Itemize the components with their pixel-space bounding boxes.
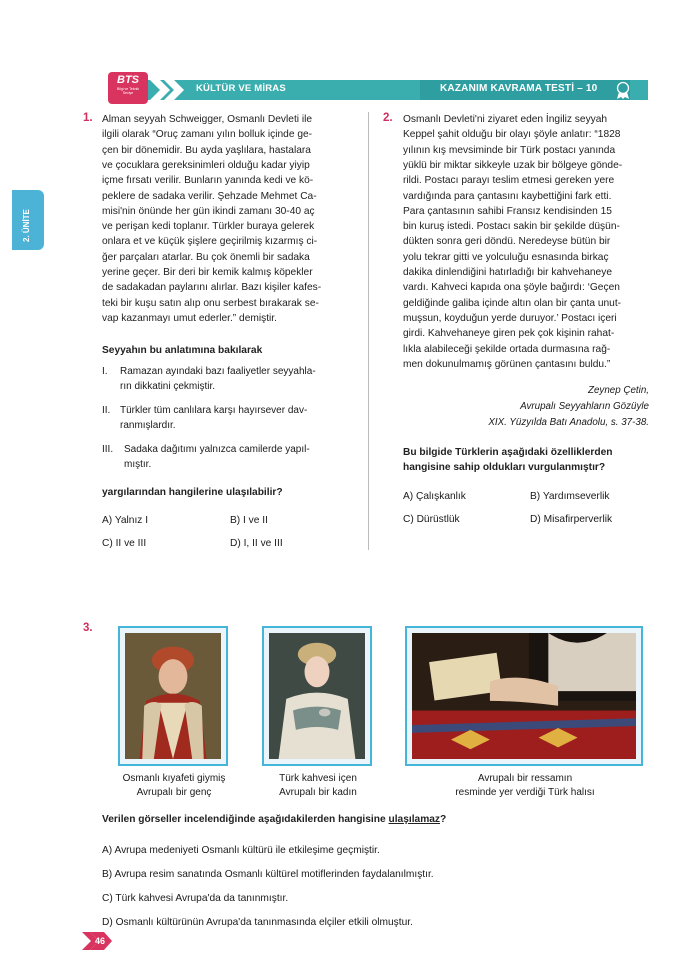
passage-line: Keppel şahit olduğu bir olayı şöyle anlatır: “1828: [403, 129, 621, 141]
passage-line: girdi. Kahvehaneye giren pek çok kişinin rahat-: [403, 328, 615, 340]
statement-number: II.: [102, 405, 111, 416]
caption-line: Avrupalı bir genç: [136, 787, 212, 798]
passage-line: ve perişan kedi toplanır. Türkler buraya gelerek: [102, 221, 315, 233]
q1-option-b[interactable]: B) I ve II: [230, 515, 268, 526]
statement-line: mıştır.: [124, 459, 152, 470]
passage-line: lıkla alabileceği şekilde ortada durmasına rağ-: [403, 343, 611, 355]
caption-2: [248, 772, 388, 800]
q2-source: [400, 385, 649, 435]
q2-option-d[interactable]: D) Misafirperverlik: [530, 514, 613, 525]
caption-3: [430, 772, 620, 800]
passage-line: dükten sonra geri döndü. Neredeyse bütün bir: [403, 236, 611, 248]
portrait-coffee-woman: [262, 626, 372, 766]
passage-line: men dokunulmamış görünen çantasını buldu.”: [403, 358, 611, 370]
passage-line: yerine geçer. Bir deri bir kemik kalmış köpekler: [102, 267, 313, 278]
painting-turkish-carpet: [405, 626, 643, 766]
passage-line: rildi. Postacı parayı teslim etmesi gereken yere: [403, 175, 615, 187]
passage-line: Alman seyyah Schweigger, Osmanlı Devleti ile: [102, 114, 313, 125]
q1-option-a[interactable]: A) Yalnız I: [102, 515, 149, 526]
test-title: KAZANIM KAVRAMA TESTİ – 10: [440, 83, 598, 94]
caption-1: [104, 772, 244, 800]
passage-line: içme fırsatı verilir. Bunların yanında kedi ve kö-: [102, 175, 314, 187]
logo-subtext: Seviye: [122, 91, 134, 95]
logo-subtext: Bilgi ve Teknik: [116, 87, 140, 91]
q3-question-mark: ?: [440, 814, 447, 825]
passage-line: yüklü bir miktar sikkeyle uzak bir bölgeye gönde-: [403, 159, 623, 171]
statement-line: Sadaka dağıtımı yalnızca camilerde yapıl-: [124, 444, 310, 455]
caption-line: Avrupalı bir kadın: [279, 787, 357, 798]
passage-line: vardığında para çantasını kaybettiğini fark etti.: [403, 190, 612, 202]
q3-question-emphasis: ulaşılamaz: [388, 814, 441, 825]
passage-line: ğer parçaları atarlar. Bu çok önemli bir sadaka: [102, 251, 310, 263]
q2-question-line: hangisine sahip oldukları vurgulanmıştır?: [403, 462, 606, 473]
q2-question-line: Bu bilgide Türklerin aşağıdaki özelliklerden: [403, 447, 613, 458]
q2-number: 2.: [383, 112, 393, 124]
q1-number: 1.: [83, 112, 93, 124]
source-line: Zeynep Çetin,: [588, 385, 649, 396]
q3-question: [102, 812, 642, 827]
passage-line: bin kuruş istedi. Postacı sakin bir şekilde düşün-: [403, 221, 620, 233]
passage-line: misi'nin önünde her gün ikindi zamanı 30-40 aç: [102, 205, 315, 217]
statement-number: I.: [102, 366, 108, 377]
portrait-woman-image: [269, 633, 365, 759]
passage-line: dakika dinlendiğini hatırladığı bir kahvehaneye: [403, 267, 612, 278]
unit-tab-label: 2. ÜNİTE: [22, 209, 31, 242]
caption-line: Türk kahvesi içen: [279, 773, 357, 784]
passage-line: onlara et ve küçük şişlere geçirilmiş kızarmış ci-: [102, 236, 318, 248]
passage-line: teki bir kuşu satın alıp onu serbest bırakarak se-: [102, 297, 319, 309]
passage-line: ilgili olarak “Oruç zamanı yılın bolluk içinde ge-: [102, 129, 313, 141]
source-line: XIX. Yüzyılda Batı Anadolu, s. 37-38.: [488, 417, 649, 428]
statement-number: III.: [102, 444, 114, 455]
header-chevrons-icon: [150, 80, 190, 100]
passage-line: vardı. Kahveci kapıda ona şöyle bağırdı: ‘Geçen: [403, 282, 620, 294]
q2-option-b[interactable]: B) Yardımseverlik: [530, 491, 610, 502]
award-icon: [612, 80, 634, 100]
passage-line: yolu tekrar gitti ve yolculuğu esnasında birkaç: [403, 251, 609, 263]
caption-line: resminde yer verdiği Türk halısı: [455, 787, 595, 798]
q3-option-a[interactable]: A) Avrupa medeniyeti Osmanlı kültürü ile etkileşime geçmiştir.: [102, 845, 380, 856]
passage-line: geldiğinde galiba içinde altın olan bir çanta unut-: [403, 297, 622, 309]
statement-line: rın dikkatini çekmiştir.: [120, 381, 216, 392]
statement-line: Ramazan ayındaki bazı faaliyetler seyyahla-: [120, 366, 316, 377]
passage-line: ve çocuklara gereksinimleri olduğu kadar yiyip: [102, 159, 310, 171]
q1-statement: [102, 404, 352, 434]
passage-line: de sadakadan paylarını alırlar. Bazı kişiler kafes-: [102, 282, 322, 294]
logo-text: BTS: [117, 74, 139, 86]
q1-option-d[interactable]: D) I, II ve III: [230, 538, 283, 549]
passage-line: muşsun, koyduğun yerde duruyor.’ Postacı içeri: [403, 312, 617, 324]
q1-lead: Seyyahın bu anlatımına bakılarak: [102, 345, 263, 356]
q3-option-b[interactable]: B) Avrupa resim sanatında Osmanlı kültürel motiflerinden faydalanılmıştır.: [102, 869, 434, 880]
q1-question: yargılarından hangilerine ulaşılabilir?: [102, 487, 283, 498]
column-divider: [368, 112, 369, 550]
q3-question-text: Verilen görseller incelendiğinde aşağıdakilerden hangisine: [102, 814, 389, 825]
source-line: Avrupalı Seyyahların Gözüyle: [520, 401, 649, 412]
passage-line: Para çantasının sahibi Fransız kendisinden 15: [403, 205, 612, 217]
q3-option-d[interactable]: D) Osmanlı kültürünün Avrupa'da tanınmasında elçiler etkili olmuştur.: [102, 917, 413, 928]
caption-line: Osmanlı kıyafeti giymiş: [122, 773, 226, 784]
q2-option-c[interactable]: C) Dürüstlük: [403, 514, 460, 525]
statement-line: Türkler tüm canlılara karşı hayırsever dav-: [120, 405, 308, 416]
passage-line: yılının kış mevsiminde bir Türk postacı yanında: [403, 144, 616, 156]
passage-line: peklere de sadaka verilir. Şehzade Mehmet Ca-: [102, 190, 317, 202]
page-number: 46: [95, 936, 106, 946]
caption-line: Avrupalı bir ressamın: [477, 773, 573, 784]
q2-option-a[interactable]: A) Çalışkanlık: [403, 491, 466, 502]
publisher-logo: [108, 72, 148, 104]
q1-option-c[interactable]: C) II ve III: [102, 538, 147, 549]
q3-number: 3.: [83, 622, 93, 634]
unit-tab: [12, 190, 44, 250]
carpet-painting-image: [412, 633, 636, 759]
passage-line: vap kazanmayı umut ederler.” demiştir.: [102, 312, 277, 324]
portrait-ottoman-dress: [118, 626, 228, 766]
portrait-man-image: [125, 633, 221, 759]
q3-option-c[interactable]: C) Türk kahvesi Avrupa'da da tanınmıştır.: [102, 893, 289, 904]
q1-statement: [102, 443, 352, 473]
passage-line: Osmanlı Devleti'ni ziyaret eden İngiliz seyyah: [403, 114, 608, 125]
section-title: KÜLTÜR VE MİRAS: [196, 83, 286, 94]
passage-line: çen bir dönemidir. Bu ayda yaşlılara, hastalara: [102, 144, 311, 156]
statement-line: ranmışlardır.: [120, 420, 176, 431]
q1-statement: [102, 365, 352, 395]
